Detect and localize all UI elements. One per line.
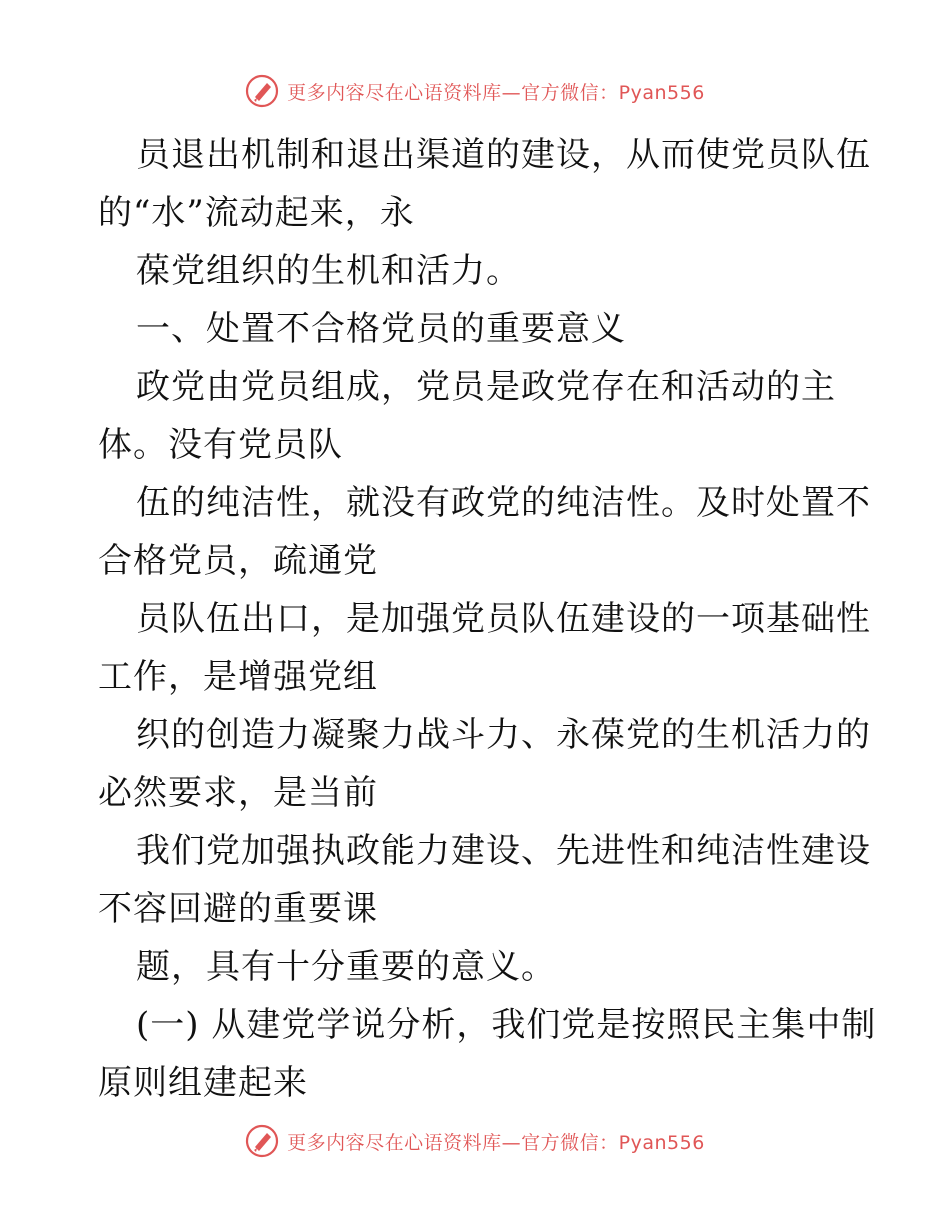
document-line: 员退出机制和退出渠道的建设，从而使党员队伍 bbox=[136, 135, 871, 175]
document-line: 织的创造力凝聚力战斗力、永葆党的生机活力的 bbox=[136, 715, 871, 755]
document-line: 的“水”流动起来，永 bbox=[98, 193, 415, 233]
document-line: 工作，是增强党组 bbox=[98, 657, 378, 697]
document-line: 我们党加强执政能力建设、先进性和纯洁性建设 bbox=[136, 831, 871, 871]
document-line: 员队伍出口，是加强党员队伍建设的一项基础性 bbox=[136, 599, 871, 639]
document-line: 合格党员，疏通党 bbox=[98, 541, 378, 581]
watermark-text: 更多内容尽在心语资料库—官方微信：Pyan556 bbox=[287, 81, 705, 104]
pen-logo-icon bbox=[245, 74, 279, 108]
document-line: 必然要求，是当前 bbox=[98, 773, 378, 813]
document-body bbox=[98, 126, 877, 1112]
subsection-heading: (一) 从建党学说分析，我们党是按照民主集中制 bbox=[136, 1005, 877, 1045]
section-heading: 一、处置不合格党员的重要意义 bbox=[136, 309, 626, 349]
header-watermark bbox=[0, 74, 950, 108]
pen-logo-icon bbox=[245, 1124, 279, 1158]
footer-watermark bbox=[0, 1124, 950, 1158]
document-line: 体。没有党员队 bbox=[98, 425, 343, 465]
document-line: 原则组建起来 bbox=[98, 1063, 308, 1103]
document-line: 不容回避的重要课 bbox=[98, 889, 378, 929]
document-line: 伍的纯洁性，就没有政党的纯洁性。及时处置不 bbox=[136, 483, 871, 523]
watermark-text: 更多内容尽在心语资料库—官方微信：Pyan556 bbox=[287, 1131, 705, 1154]
document-line: 政党由党员组成，党员是政党存在和活动的主 bbox=[136, 367, 836, 407]
document-line: 葆党组织的生机和活力。 bbox=[136, 251, 521, 291]
document-line: 题，具有十分重要的意义。 bbox=[136, 947, 556, 987]
